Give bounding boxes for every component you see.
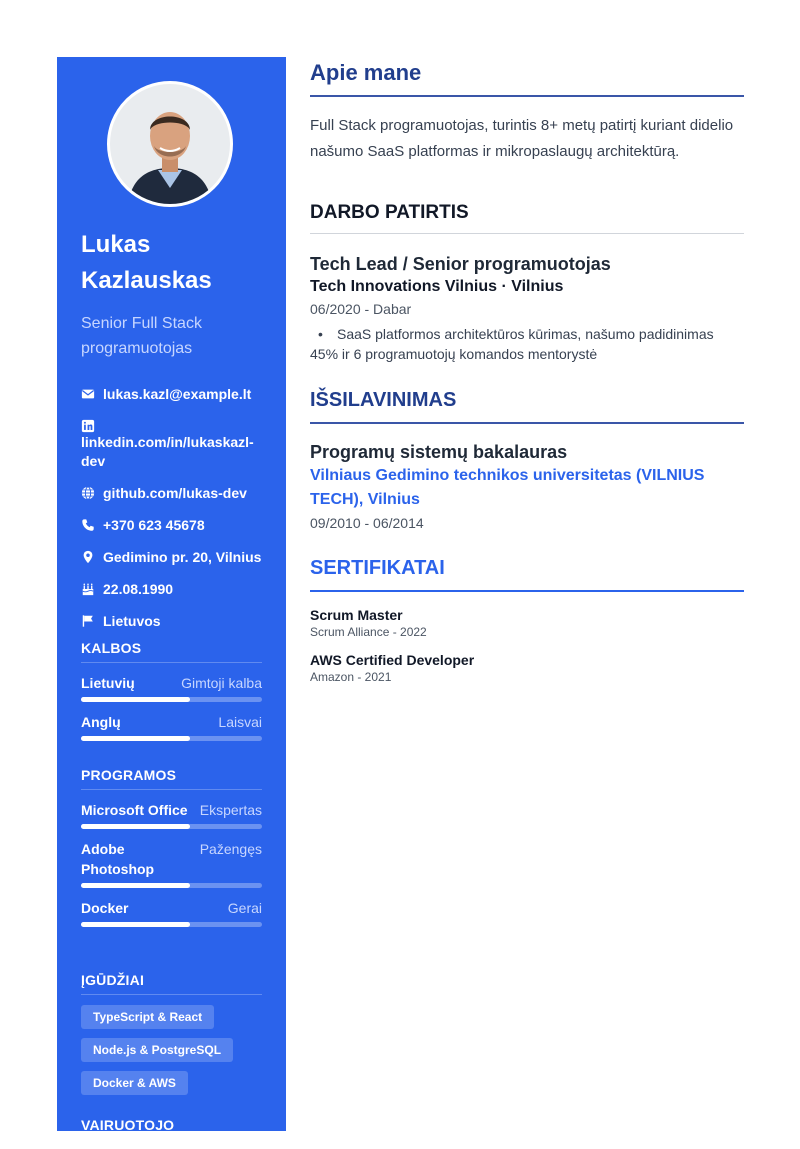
certificate-issuer: Scrum Alliance - 2022 (310, 625, 427, 639)
program-name: Adobe Photoshop (81, 841, 155, 877)
flag-icon (81, 614, 97, 628)
birthday-cake-icon (81, 582, 97, 596)
about-text: Full Stack programuotojas, turintis 8+ metų patirtį kuriant didelio našumo SaaS platformas ir mikropaslaugų architektūrą. (310, 117, 734, 160)
job-title: Senior Full Stack programuotojas (81, 315, 202, 357)
contact-github[interactable] (81, 484, 266, 503)
about-heading: Apie mane (310, 57, 744, 97)
skills-heading: ĮGŪDŽIAI (81, 972, 262, 995)
driving-heading: VAIRUOTOJO (81, 1117, 175, 1133)
sidebar (57, 57, 286, 1131)
language-item (81, 712, 262, 741)
linkedin-icon (81, 419, 97, 433)
contact-nationality (81, 612, 266, 631)
language-level-bar (81, 697, 262, 702)
skill-chip: Docker & AWS (81, 1071, 188, 1095)
education-item (310, 440, 744, 534)
driving-section (81, 1117, 262, 1149)
contact-linkedin-text: linkedin.com/in/lukaskazl-dev (81, 434, 254, 469)
contact-email-text: lukas.kazl@example.lt (103, 386, 252, 402)
language-item (81, 673, 262, 702)
experience-company: Tech Innovations Vilnius · Vilnius (310, 278, 564, 295)
language-name: Anglų (81, 714, 121, 730)
bullet-marker: • (318, 326, 323, 342)
languages-section (81, 640, 262, 751)
skills-section (81, 972, 262, 1104)
contact-address (81, 548, 266, 567)
certificate-name: Scrum Master (310, 607, 403, 623)
contact-birthdate-text: 22.08.1990 (103, 581, 174, 597)
avatar (110, 84, 230, 204)
contact-birthdate (81, 580, 266, 599)
skill-chip: TypeScript & React (81, 1005, 214, 1029)
contact-email[interactable] (81, 385, 266, 404)
candidate-name (81, 227, 271, 299)
language-level-fill (81, 736, 190, 741)
education-dates: 09/2010 - 06/2014 (310, 515, 424, 531)
program-level: Pažengęs (199, 841, 262, 857)
education-degree: Programų sistemų bakalauras (310, 442, 568, 462)
language-name: Lietuvių (81, 675, 135, 691)
education-heading: IŠSILAVINIMAS (310, 384, 744, 424)
programs-heading: PROGRAMOS (81, 767, 262, 790)
program-level-fill (81, 922, 190, 927)
main-content (310, 57, 744, 685)
education-section (310, 384, 744, 534)
contact-phone-text: +370 623 45678 (103, 517, 205, 533)
certificates-heading: SERTIFIKATAI (310, 552, 744, 592)
languages-heading: KALBOS (81, 640, 262, 663)
experience-heading: DARBO PATIRTIS (310, 199, 744, 234)
skill-list (81, 1005, 262, 1104)
globe-icon (81, 486, 97, 500)
program-level-bar (81, 883, 262, 888)
map-pin-icon (81, 550, 97, 564)
program-level-bar (81, 824, 262, 829)
program-name: Docker (81, 900, 129, 916)
language-level-bar (81, 736, 262, 741)
skill-chip: Node.js & PostgreSQL (81, 1038, 233, 1062)
experience-bullet-text: SaaS platformos architektūros kūrimas, našumo padidinimas 45% ir 6 programuotojų komandos mentorystė (310, 326, 714, 362)
experience-bullet (310, 324, 744, 364)
certificate-name: AWS Certified Developer (310, 652, 475, 668)
programs-section (81, 767, 262, 937)
contact-linkedin[interactable] (81, 417, 266, 471)
certificate-item (310, 606, 744, 640)
phone-icon (81, 518, 97, 532)
last-name: Kazlauskas (81, 267, 212, 294)
experience-dates: 06/2020 - Dabar (310, 301, 412, 317)
program-level-fill (81, 883, 190, 888)
language-level-fill (81, 697, 190, 702)
program-item (81, 839, 262, 888)
contact-phone[interactable] (81, 516, 266, 535)
first-name: Lukas (81, 231, 151, 258)
envelope-icon (81, 387, 97, 401)
program-level: Ekspertas (199, 802, 262, 818)
certificate-issuer: Amazon - 2021 (310, 670, 392, 684)
contact-nationality-text: Lietuvos (103, 613, 161, 629)
language-level: Laisvai (218, 714, 262, 730)
certificates-section (310, 552, 744, 685)
program-level: Gerai (227, 900, 262, 916)
contact-list (81, 385, 266, 631)
experience-position: Tech Lead / Senior programuotojas (310, 254, 611, 274)
experience-item (310, 252, 744, 364)
education-school[interactable]: Vilniaus Gedimino technikos universitetas (VILNIUS TECH), Vilnius (310, 467, 705, 508)
certificate-item (310, 651, 744, 685)
program-item (81, 800, 262, 829)
contact-address-text: Gedimino pr. 20, Vilnius (103, 549, 262, 565)
profile-photo (107, 81, 233, 207)
program-level-bar (81, 922, 262, 927)
program-item (81, 898, 262, 927)
experience-section (310, 199, 744, 364)
contact-github-text: github.com/lukas-dev (103, 485, 247, 501)
program-level-fill (81, 824, 190, 829)
program-name: Microsoft Office (81, 802, 188, 818)
language-level: Gimtoji kalba (181, 675, 262, 691)
